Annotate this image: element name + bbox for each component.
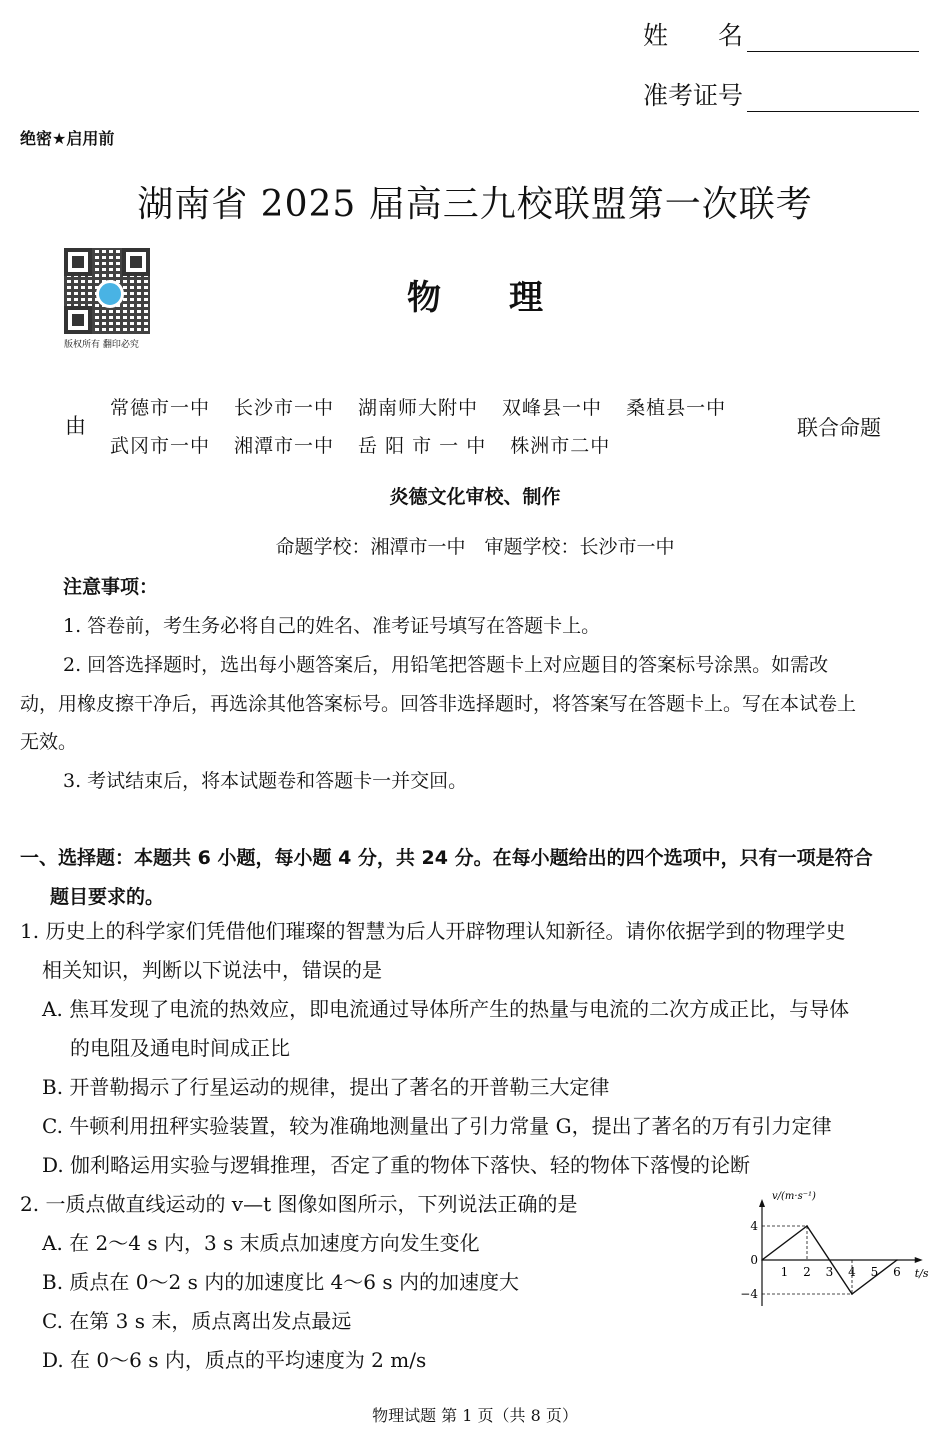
x-tick-label: 3 [825,1265,834,1279]
q2-stem: 2. 一质点做直线运动的 v—t 图像如图所示，下列说法正确的是 [20,1192,578,1216]
x-tick-label: 6 [893,1265,901,1279]
x-tick-label: 2 [803,1265,811,1279]
exam-id-label: 准考证号 [643,81,744,110]
joint-suffix: 联合命题 [797,416,881,440]
section-heading-cont: 题目要求的。 [50,886,165,908]
by-prefix: 由 [65,414,86,438]
confidential-mark: 绝密★启用前 [20,129,115,148]
subject-title: 物 理 [407,278,543,318]
data-point [851,1293,853,1295]
q1-stem-cont: 相关知识，判断以下说法中，错误的是 [42,958,382,982]
school-name: 双峰县一中 [502,397,603,419]
q1-option-d[interactable]: D. 伽利略运用实验与逻辑推理，否定了重的物体下落快、轻的物体下落慢的论断 [42,1153,751,1177]
section-heading: 一、选择题：本题共 6 小题，每小题 4 分，共 24 分。在每小题给出的四个选项中，只有一项是符合 [20,847,873,869]
q1-option-a-cont: 的电阻及通电时间成正比 [70,1036,290,1060]
school-name: 武冈市一中 [110,435,211,457]
y-axis-label: v/(m·s⁻¹) [772,1191,816,1202]
y-tick-label: −4 [740,1287,758,1301]
data-point [806,1225,808,1227]
school-name: 桑植县一中 [626,397,727,419]
data-point [896,1259,898,1261]
qr-caption: 版权所有 翻印必究 [64,340,139,350]
q1-option-a[interactable]: A. 焦耳发现了电流的热效应，即电流通过导体所产生的热量与电流的二次方成正比，与导体 [42,997,850,1021]
x-axis-label: t/s [914,1267,929,1280]
q1-option-c[interactable]: C. 牛顿利用扭秤实验装置，较为准确地测量出了引力常量 G，提出了著名的万有引力定律 [42,1114,832,1138]
velocity-time-chart [740,1185,940,1315]
x-tick-label: 4 [848,1265,856,1279]
q2-option-c[interactable]: C. 在第 3 s 末，质点离出发点最远 [42,1309,352,1333]
exam-id-field[interactable] [643,76,919,112]
q2-option-d[interactable]: D. 在 0～6 s 内，质点的平均速度为 2 m/s [42,1348,427,1372]
notice-item-1: 1. 答卷前，考生务必将自己的姓名、准考证号填写在答题卡上。 [63,615,601,637]
data-point [761,1259,763,1261]
school-row-2 [110,431,610,458]
school-name: 湘潭市一中 [234,435,335,457]
exam-title: 湖南省 2025 届高三九校联盟第一次联考 [137,184,813,225]
name-blank[interactable] [747,25,919,52]
x-axis-arrow [915,1257,923,1263]
x-tick-label: 1 [780,1265,789,1279]
notice-item-3: 3. 考试结束后，将本试题卷和答题卡一并交回。 [63,770,468,792]
notice-heading: 注意事项： [63,576,159,598]
school-name: 株洲市二中 [510,435,611,457]
name-field[interactable] [643,16,919,52]
q2-option-a[interactable]: A. 在 2～4 s 内，3 s 末质点加速度方向发生变化 [42,1231,480,1255]
school-name: 长沙市一中 [234,397,335,419]
school-name: 岳 阳 市 一 中 [358,435,487,457]
producer-line: 炎德文化审校、制作 [389,486,561,508]
notice-item-2-end: 无效。 [20,731,78,753]
x-tick-label: 5 [870,1265,879,1279]
q2-option-b[interactable]: B. 质点在 0～2 s 内的加速度比 4～6 s 内的加速度大 [42,1270,519,1294]
page-footer: 物理试题 第 1 页（共 8 页） [372,1406,578,1425]
q1-stem: 1. 历史上的科学家们凭借他们璀璨的智慧为后人开辟物理认知新径。请你依据学到的物理学史 [20,919,846,943]
notice-item-2: 2. 回答选择题时，选出每小题答案后，用铅笔把答题卡上对应题目的答案标号涂黑。如需改 [63,654,829,676]
q1-option-b[interactable]: B. 开普勒揭示了行星运动的规律，提出了著名的开普勒三大定律 [42,1075,610,1099]
school-name: 常德市一中 [110,397,211,419]
school-row-1 [110,393,726,420]
y-tick-label: 0 [750,1253,758,1267]
school-name: 湖南师大附中 [358,397,479,419]
notice-item-2-cont: 动，用橡皮擦干净后，再选涂其他答案标号。回答非选择题时，将答案写在答题卡上。写在本试卷上 [20,693,857,715]
setter-line: 命题学校：湘潭市一中 审题学校：长沙市一中 [275,536,675,558]
name-label: 姓 名 [643,21,744,50]
exam-id-blank[interactable] [747,85,919,112]
y-axis-arrow [759,1199,765,1207]
y-tick-label: 4 [750,1219,758,1233]
